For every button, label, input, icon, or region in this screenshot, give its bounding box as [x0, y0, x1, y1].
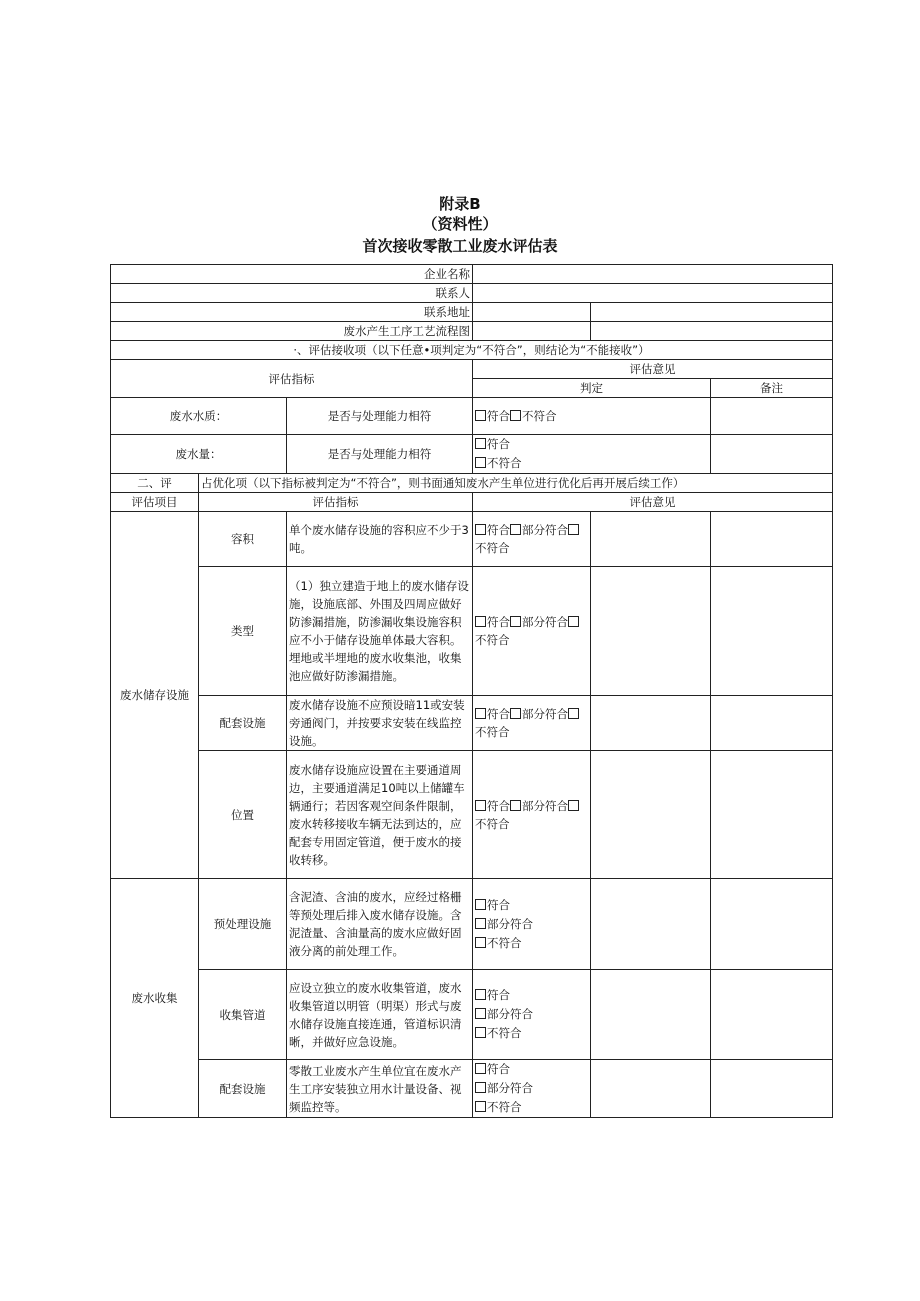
- judgement-cell[interactable]: 符合 部分符合不符合: [473, 696, 591, 751]
- sub-item-label: 收集管道: [199, 970, 287, 1060]
- judgement-cell[interactable]: 符合 部分符合 不符合: [473, 879, 591, 970]
- process-chart-field-2[interactable]: [591, 322, 833, 341]
- judgement-cell[interactable]: 符合 部分符合不符合: [473, 512, 591, 567]
- company-name-field[interactable]: [473, 265, 833, 284]
- water-volume-judgement[interactable]: 符合 不符合: [473, 435, 711, 474]
- water-volume-remark[interactable]: [711, 435, 833, 474]
- indicator-text: 含泥渣、含油的废水，应经过格栅等预处理后排入废水储存设施。含泥渣量、含油量高的废水应做好固液分离的前处理工作。: [287, 879, 473, 970]
- checkbox[interactable]: [475, 1008, 486, 1019]
- checkbox[interactable]: [475, 800, 486, 811]
- checkbox[interactable]: [568, 800, 579, 811]
- remark-cell[interactable]: [711, 1060, 833, 1118]
- checkbox[interactable]: [510, 708, 521, 719]
- judgement-header: 判定: [473, 379, 711, 398]
- checkbox[interactable]: [475, 918, 486, 929]
- sub-item-label: 位置: [199, 751, 287, 879]
- remark-header: 备注: [711, 379, 833, 398]
- address-field-2[interactable]: [591, 303, 833, 322]
- sub-item-label: 预处理设施: [199, 879, 287, 970]
- opinion-cell[interactable]: [591, 1060, 711, 1118]
- section2-heading-left: 二、评: [111, 474, 199, 493]
- address-label: 联系地址: [111, 303, 473, 322]
- indicator-text: （1）独立建造于地上的废水储存设施，设施底部、外围及四周应做好防渗漏措施，防渗漏收集设施容积应不小于储存设施单体最大容积。 埋地或半埋地的废水收集池，收集池应做好防渗漏措施。: [287, 567, 473, 696]
- checkbox[interactable]: [475, 899, 486, 910]
- judgement-cell[interactable]: 符合 部分符合不符合: [473, 751, 591, 879]
- remark-cell[interactable]: [711, 751, 833, 879]
- checkbox[interactable]: [475, 457, 486, 468]
- checkbox[interactable]: [475, 1082, 486, 1093]
- remark-cell[interactable]: [711, 567, 833, 696]
- opinion-header: 评估意见: [473, 360, 833, 379]
- opinion-cell[interactable]: [591, 696, 711, 751]
- checkbox[interactable]: [475, 1063, 486, 1074]
- opinion-cell[interactable]: [591, 567, 711, 696]
- process-chart-label: 废水产生工序工艺流程图: [111, 322, 473, 341]
- checkbox[interactable]: [568, 708, 579, 719]
- checkbox[interactable]: [475, 1027, 486, 1038]
- water-quality-indicator: 是否与处理能力相符: [287, 398, 473, 435]
- water-volume-indicator: 是否与处理能力相符: [287, 435, 473, 474]
- checkbox[interactable]: [568, 616, 579, 627]
- remark-cell[interactable]: [711, 879, 833, 970]
- checkbox[interactable]: [475, 410, 486, 421]
- judgement-cell[interactable]: 符合 部分符合 不符合: [473, 1060, 591, 1118]
- checkbox[interactable]: [568, 524, 579, 535]
- col-item-header: 评估项目: [111, 493, 199, 512]
- col-indicator-header: 评估指标: [199, 493, 473, 512]
- contact-field[interactable]: [473, 284, 833, 303]
- water-quality-label: 废水水质：: [111, 398, 287, 435]
- remark-cell[interactable]: [711, 696, 833, 751]
- checkbox[interactable]: [475, 989, 486, 1000]
- contact-label: 联系人: [111, 284, 473, 303]
- address-field[interactable]: [473, 303, 591, 322]
- judgement-cell[interactable]: 符合 部分符合不符合: [473, 567, 591, 696]
- checkbox[interactable]: [475, 524, 486, 535]
- group-collection-label: 废水收集: [111, 879, 199, 1118]
- checkbox[interactable]: [475, 616, 486, 627]
- remark-cell[interactable]: [711, 512, 833, 567]
- indicator-text: 废水储存设施应设置在主要通道周边，主要通道满足10吨以上储罐车辆通行；若因客观空间条件限制，废水转移接收车辆无法到达的，应配套专用固定管道，便于废水的接收转移。: [287, 751, 473, 879]
- opinion-cell[interactable]: [591, 879, 711, 970]
- checkbox[interactable]: [510, 524, 521, 535]
- water-quality-judgement[interactable]: 符合 不符合: [473, 398, 711, 435]
- process-chart-field[interactable]: [473, 322, 591, 341]
- sub-item-label: 类型: [199, 567, 287, 696]
- sub-item-label: 配套设施: [199, 1060, 287, 1118]
- indicator-header: 评估指标: [111, 360, 473, 398]
- indicator-text: 零散工业废水产生单位宜在废水产生工序安装独立用水计量设备、视频监控等。: [287, 1060, 473, 1118]
- group-storage-label: 废水储存设施: [111, 512, 199, 879]
- col-opinion-header: 评估意见: [473, 493, 833, 512]
- opinion-cell[interactable]: [591, 512, 711, 567]
- sub-item-label: 配套设施: [199, 696, 287, 751]
- checkbox[interactable]: [510, 800, 521, 811]
- company-name-label: 企业名称: [111, 265, 473, 284]
- checkbox[interactable]: [475, 1101, 486, 1112]
- page-title: 首次接收零散工业废水评估表: [362, 237, 558, 255]
- section2-heading: 占优化项（以下指标被判定为“不符合”，则书面通知废水产生单位进行优化后再开展后续工作）: [199, 474, 833, 493]
- judgement-cell[interactable]: 符合 部分符合 不符合: [473, 970, 591, 1060]
- opinion-cell[interactable]: [591, 751, 711, 879]
- appendix-nature: （资料性）: [422, 215, 498, 233]
- section1-heading: ·、评估接收项（以下任意•项判定为“不符合”，则结论为“不能接收”）: [111, 341, 833, 360]
- opinion-cell[interactable]: [591, 970, 711, 1060]
- remark-cell[interactable]: [711, 970, 833, 1060]
- checkbox[interactable]: [475, 438, 486, 449]
- water-quality-remark[interactable]: [711, 398, 833, 435]
- sub-item-label: 容积: [199, 512, 287, 567]
- evaluation-table: [110, 264, 833, 1118]
- indicator-text: 废水储存设施不应预设暗11或安装旁通阀门，并按要求安装在线监控设施。: [287, 696, 473, 751]
- checkbox[interactable]: [510, 410, 521, 421]
- checkbox[interactable]: [475, 708, 486, 719]
- indicator-text: 应设立独立的废水收集管道，废水收集管道以明管（明渠）形式与废水储存设施直接连通，管道标识清晰，并做好应急设施。: [287, 970, 473, 1060]
- appendix-label: 附录B: [439, 195, 481, 213]
- checkbox[interactable]: [510, 616, 521, 627]
- water-volume-label: 废水量：: [111, 435, 287, 474]
- indicator-text: 单个废水储存设施的容积应不少于3吨。: [287, 512, 473, 567]
- checkbox[interactable]: [475, 937, 486, 948]
